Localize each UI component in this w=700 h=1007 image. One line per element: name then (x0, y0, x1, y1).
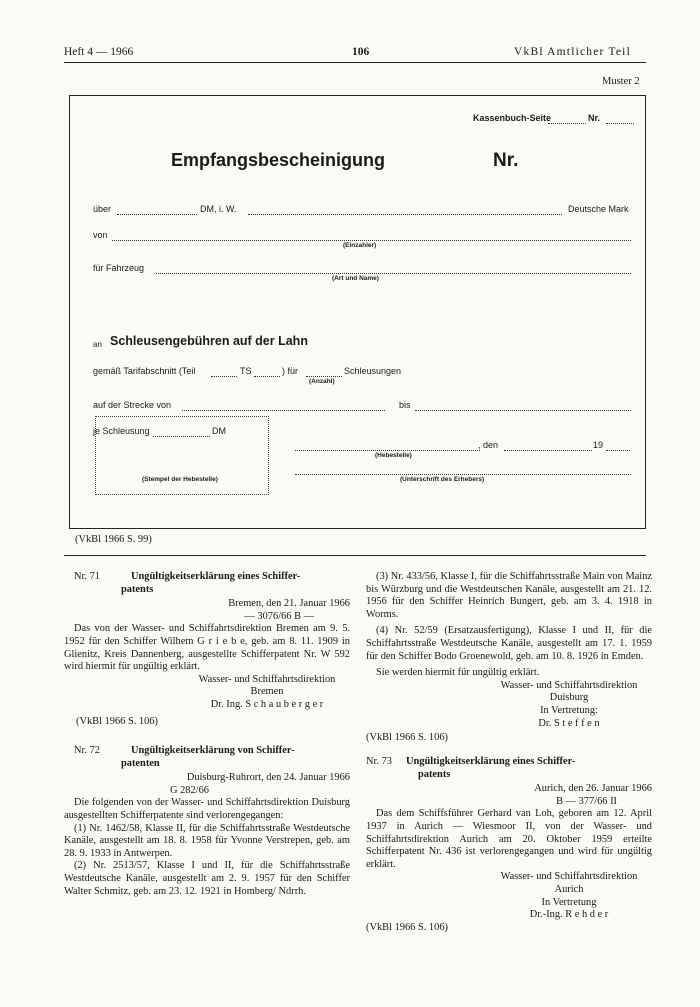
tarif-label: gemäß Tarifabschnitt (Teil (93, 366, 196, 376)
year-label: 19 (593, 440, 604, 450)
section-rule (64, 555, 646, 556)
nr71-text: Das von der Wasser- und Schiffahrtsdirektion Bremen am 9. 5. 1952 für den Schiffer Wilhem G r i e b e, geb. am 8. 11. 1909 in Glienitz, Kreis Dannenberg, ausgestellte Schifferpatent Nr. W 592 wird hiermit für ungültig erklärt. (64, 623, 350, 673)
bis-label: bis (399, 400, 411, 410)
dm-iw-label: DM, i. W. (200, 204, 237, 214)
nr72-place-date: Duisburg-Ruhrort, den 24. Januar 1966 (186, 772, 350, 784)
strecke-label: auf der Strecke von (93, 400, 172, 410)
nr72-signature-1: Wasser- und Schiffahrtsdirektion (500, 679, 638, 691)
nr72-title-line1: Ungültigkeitserklärung von Schiffer- (131, 745, 295, 756)
nr72-article (64, 745, 350, 898)
header-right: VkBl Amtlicher Teil (514, 46, 631, 58)
kassenbuch-label: Kassenbuch-Seite (473, 113, 552, 123)
nr72-reference: G 282/66 (170, 784, 209, 796)
stempel-box (95, 416, 269, 495)
nr73-article (366, 756, 652, 934)
art-name-caption: (Art und Name) (332, 275, 379, 282)
header-left: Heft 4 — 1966 (64, 46, 134, 58)
nr72-continued (366, 571, 652, 745)
einzahler-caption: (Einzahler) (343, 242, 377, 249)
form-title-nr: Nr. (493, 150, 519, 171)
je-schleusung-label: je Schleusung (93, 426, 150, 436)
an-label: an (93, 340, 102, 349)
nr73-signature-4: Dr.-Ing. R e h d e r (529, 909, 609, 921)
nr72-item-4: (4) Nr. 52/59 (Ersatzausfertigung), Klasse I und II, für die Schiffahrtsstraße Westdeutsche Kanäle, ausgestellt am 17. 1. 1959 für den Schiffer Bodo Groenewold, geb. am 10. 8. 1926 in Emden. (366, 625, 652, 662)
nr73-place-date: Aurich, den 26. Januar 1966 (534, 783, 652, 795)
empfangsbescheinigung-form (69, 95, 646, 529)
nr73-title-line2: patents (418, 768, 451, 780)
nr71-signature-3: Dr. Ing. S c h a u b e r g e r (210, 698, 324, 710)
page-number: 106 (352, 46, 370, 58)
hebestelle-caption: (Hebestelle) (375, 452, 412, 459)
nr72-signature-3: In Vertretung: (540, 704, 598, 716)
nr71-place-date: Bremen, den 21. Januar 1966 (228, 598, 350, 610)
tarif-schleusungen: Schleusungen (344, 366, 402, 376)
nr73-signature-1: Wasser- und Schiffahrtsdirektion (500, 871, 638, 883)
nr71-title-line1: Ungültigkeitserklärung eines Schiffer- (131, 571, 301, 582)
form-reference: (VkBl 1966 S. 99) (75, 534, 152, 545)
nr72-closing: Sie werden hiermit für ungültig erklärt. (376, 667, 540, 679)
nr71-title-line2: patents (121, 583, 154, 595)
muster-label: Muster 2 (602, 76, 640, 87)
den-label: , den (478, 440, 499, 450)
nr71-article (64, 571, 350, 728)
kassenbuch-nr-label: Nr. (588, 113, 601, 123)
fahrzeug-label: für Fahrzeug (93, 263, 145, 273)
nr73-signature-2: Aurich (554, 883, 584, 895)
nr71-number: Nr. 71 (74, 571, 100, 582)
ueber-label: über (93, 204, 112, 214)
nr71-vkbl: (VkBl 1966 S. 106) (76, 715, 158, 727)
form-title: Empfangsbescheinigung (171, 150, 386, 170)
nr72-item-3: (3) Nr. 433/56, Klasse I, für die Schiffahrtsstraße Main von Mainz bis Würzburg und die Westdeutschen Kanäle, ausgestellt am 21. 12. 1956 für den Schiffer Heinrich Bungert, geb. am 3. 4. 1918 in Worms. (366, 571, 652, 620)
tarif-ts: TS (240, 366, 252, 376)
nr72-signature-4: Dr. S t e f f e n (538, 717, 600, 729)
dm-label: DM (212, 426, 226, 436)
header-rule (64, 62, 646, 63)
nr71-reference: — 3076/66 B — (244, 610, 314, 622)
tarif-fuer: ) für (282, 366, 299, 376)
von-label: von (93, 230, 108, 240)
anzahl-caption: (Anzahl) (309, 378, 335, 385)
nr71-signature-2: Bremen (250, 686, 284, 698)
nr73-number: Nr. 73 (366, 756, 392, 767)
nr73-vkbl: (VkBl 1966 S. 106) (366, 921, 448, 933)
nr72-number: Nr. 72 (74, 745, 100, 756)
nr72-item-2: (2) Nr. 2513/57, Klasse I und II, für die Schiffahrtsstraße Westdeutsche Kanäle, ausgestellt am 2. 9. 1957 für den Schiffer Walter Schmitz, geb. am 23. 12. 1921 in Homberg/ Ndrrh. (64, 860, 350, 897)
unterschrift-caption: (Unterschrift des Erhebers) (400, 476, 485, 483)
nr72-item-1: (1) Nr. 1462/58, Klasse II, für die Schiffahrtsstraße Westdeutsche Kanäle, ausgestellt am 18. 8. 1958 für Yvonne Verstrepen, geb. am 28. 9. 1933 in Antwerpen. (64, 822, 350, 859)
nr73-title-line1: Ungültigkeitserklärung eines Schiffer- (406, 756, 576, 767)
nr72-title-line2: patenten (121, 757, 160, 769)
nr72-vkbl: (VkBl 1966 S. 106) (366, 732, 448, 744)
nr73-text: Das dem Schiffsführer Gerhard van Loh, geboren am 12. April 1937 in Aurich — Wiesmoor II, von der Wasser- und Schiffahrtsdirektion Aurich am 20. Oktober 1959 erteilte Schifferpatent Nr. 436 ist verlorengegangen und wird für ungültig erklärt. (366, 808, 652, 870)
schleusen-title: Schleusengebühren auf der Lahn (110, 334, 308, 348)
stempel-caption: (Stempel der Hebestelle) (142, 476, 218, 483)
nr71-signature-1: Wasser- und Schiffahrtsdirektion (198, 673, 336, 685)
nr73-reference: B — 377/66 II (556, 795, 617, 807)
deutsche-mark-label: Deutsche Mark (568, 204, 629, 214)
nr73-signature-3: In Vertretung (541, 896, 597, 908)
nr72-intro: Die folgenden von der Wasser- und Schiffahrtsdirektion Duisburg ausgestellten Schifferpatente sind verlorengegangen: (64, 797, 350, 821)
nr72-signature-2: Duisburg (549, 692, 589, 704)
